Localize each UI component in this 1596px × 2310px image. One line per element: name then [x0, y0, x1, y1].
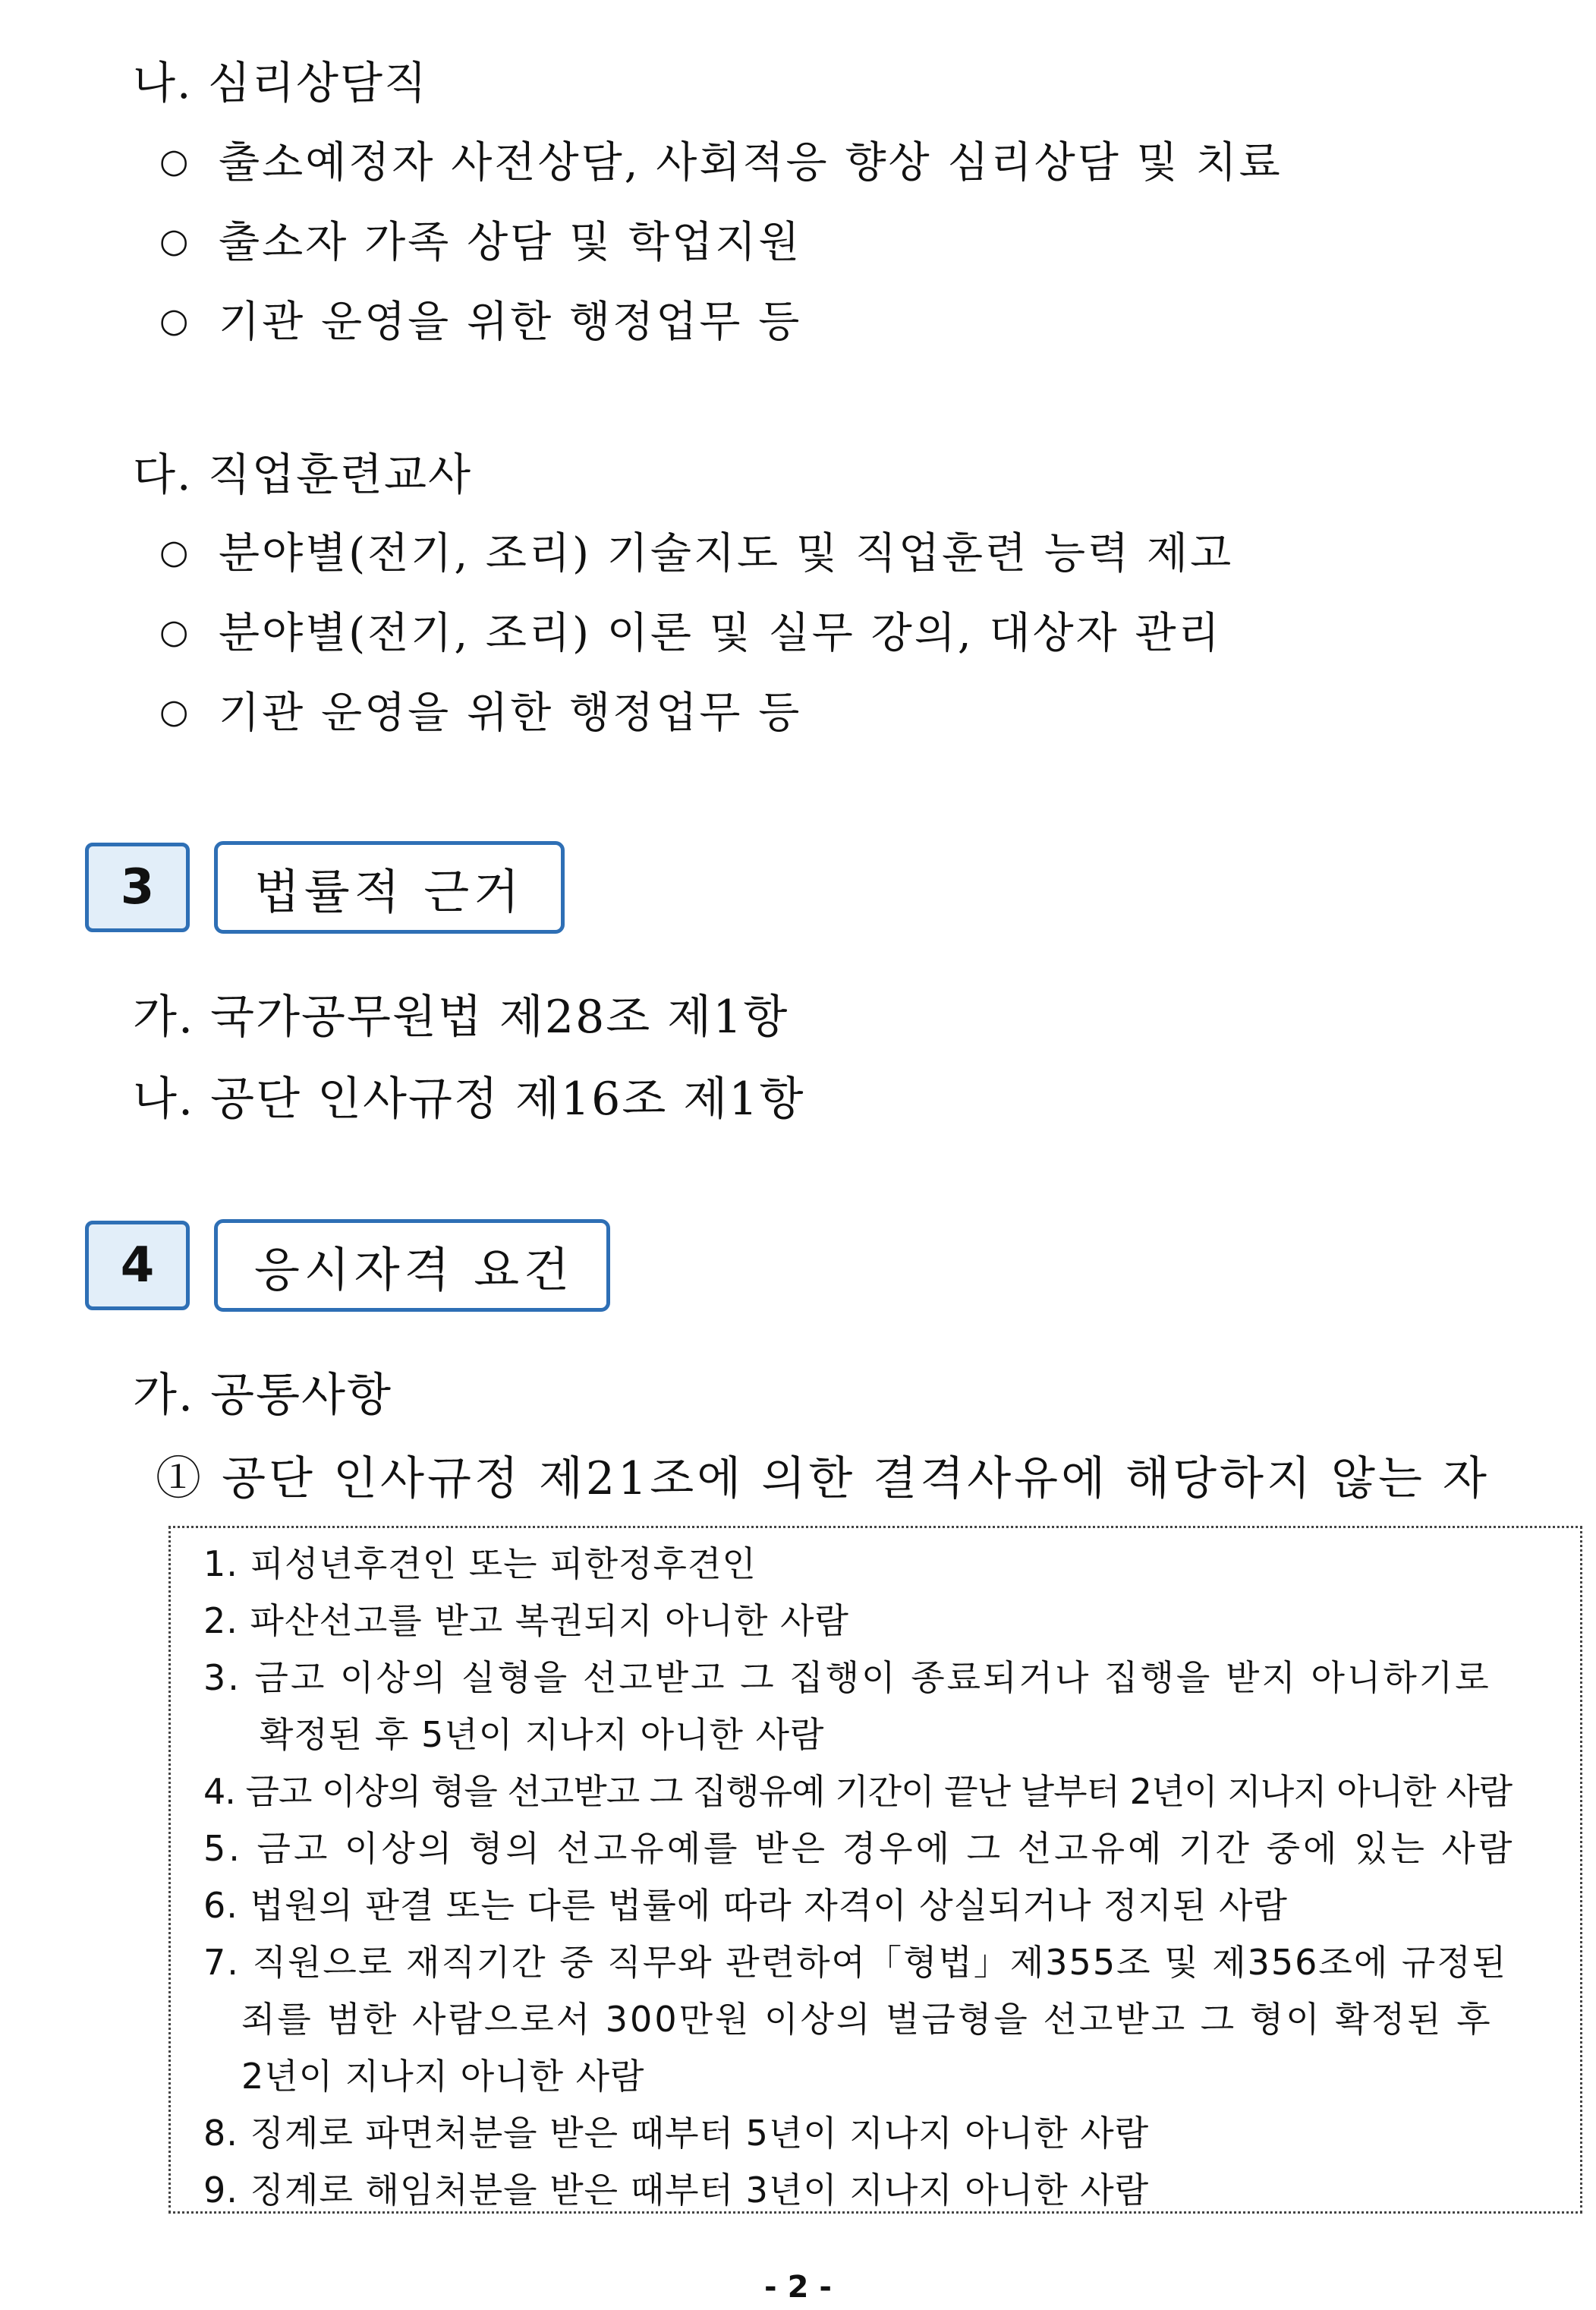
circle-bullet-icon: ○ [159, 613, 191, 651]
section-heading-vocational: 다. 직업훈련교사 [133, 449, 473, 500]
bullet-item: ○ 출소자 가족 상담 및 학업지원 [159, 218, 802, 267]
list-item-continuation: 죄를 범한 사람으로서 300만원 이상의 벌금형을 선고받고 그 형이 확정된 후 [241, 1999, 1493, 2040]
list-item-continuation: 확정된 후 5년이 지나지 아니한 사람 [260, 1714, 825, 1755]
legal-basis-item: 가. 국가공무원법 제28조 제1항 [133, 991, 789, 1044]
list-item: 5. 금고 이상의 형의 선고유예를 받은 경우에 그 선고유예 기간 중에 있는 사람 [203, 1828, 1516, 1869]
section-title-box: 응시자격 요건 [214, 1219, 610, 1312]
bullet-item: ○ 분야별(전기, 조리) 기술지도 및 직업훈련 능력 제고 [159, 529, 1234, 578]
legal-basis-item: 나. 공단 인사규정 제16조 제1항 [133, 1073, 805, 1126]
bullet-item: ○ 출소예정자 사전상담, 사회적응 향상 심리상담 및 치료 [159, 138, 1283, 188]
circle-bullet-icon: ○ [159, 301, 191, 340]
bullet-item: ○ 분야별(전기, 조리) 이론 및 실무 강의, 대상자 관리 [159, 609, 1222, 658]
circle-bullet-icon: ○ [159, 222, 191, 260]
list-item: 2. 파산선고를 받고 복권되지 아니한 사람 [203, 1600, 849, 1641]
section-number-badge: 4 [85, 1221, 190, 1310]
circle-bullet-icon: ○ [159, 533, 191, 572]
section-number-badge: 3 [85, 843, 190, 932]
requirement-item: ① 공단 인사규정 제21조에 의한 결격사유에 해당하지 않는 자 [156, 1452, 1491, 1505]
section-title-box: 법률적 근거 [214, 841, 565, 934]
subsection-heading: 가. 공통사항 [133, 1369, 392, 1422]
list-item: 3. 금고 이상의 실형을 선고받고 그 집행이 종료되거나 집행을 받지 아니하기로 [203, 1657, 1491, 1698]
bullet-item: ○ 기관 운영을 위한 행정업무 등 [159, 298, 802, 347]
list-item: 7. 직원으로 재직기간 중 직무와 관련하여「형법」제355조 및 제356조에 규정된 [203, 1942, 1508, 1983]
list-item: 6. 법원의 판결 또는 다른 법률에 따라 자격이 상실되거나 정지된 사람 [203, 1885, 1288, 1926]
list-item-continuation: 2년이 지나지 아니한 사람 [241, 2056, 645, 2097]
circle-bullet-icon: ○ [159, 142, 191, 181]
list-item: 1. 피성년후견인 또는 피한정후견인 [203, 1543, 757, 1584]
section-heading-psych: 나. 심리상담직 [133, 57, 429, 109]
circle-bullet-icon: ○ [159, 692, 191, 731]
page-number: - 2 - [764, 2270, 832, 2305]
list-item: 9. 징계로 해임처분을 받은 때부터 3년이 지나지 아니한 사람 [203, 2170, 1150, 2211]
bullet-item: ○ 기관 운영을 위한 행정업무 등 [159, 689, 802, 738]
list-item: 4. 금고 이상의 형을 선고받고 그 집행유예 기간이 끝난 날부터 2년이 지나지 아니한 사람 [203, 1771, 1513, 1812]
list-item: 8. 징계로 파면처분을 받은 때부터 5년이 지나지 아니한 사람 [203, 2113, 1150, 2154]
